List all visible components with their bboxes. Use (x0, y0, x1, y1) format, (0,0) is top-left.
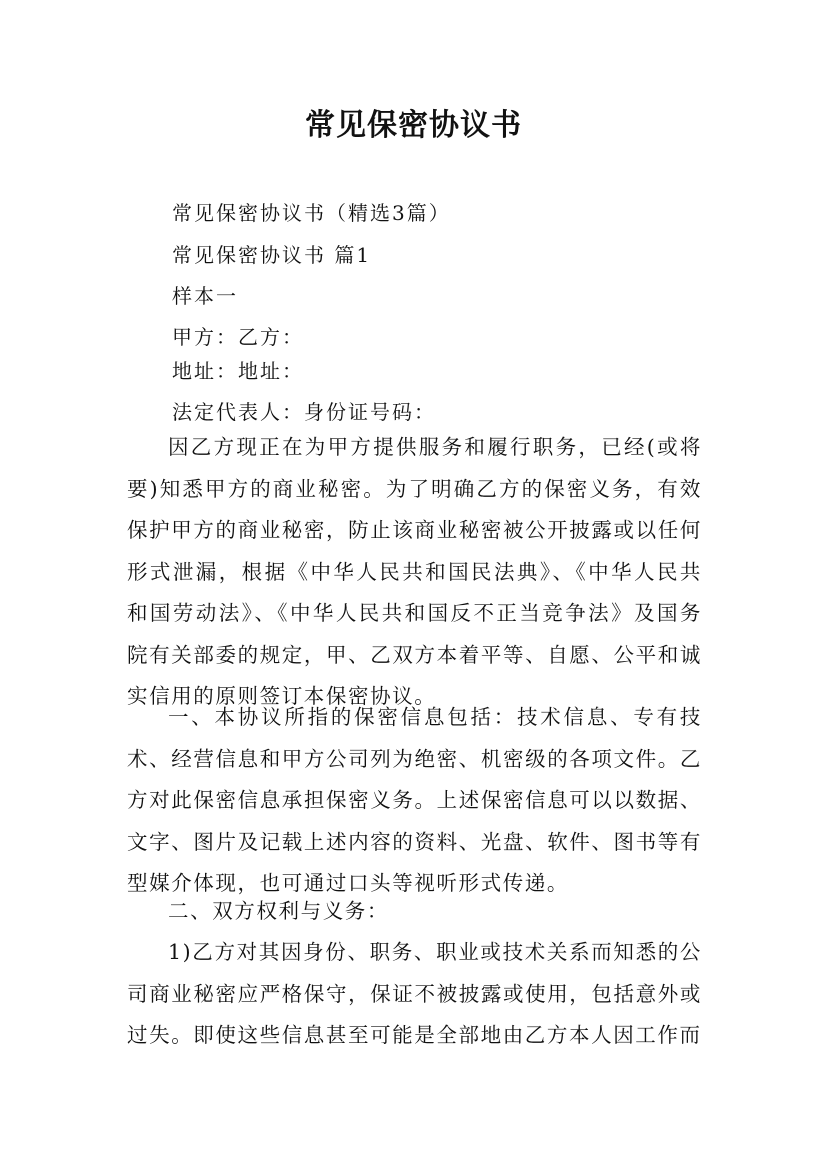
party-line: 甲方：乙方： (172, 325, 304, 349)
sample-label: 样本一 (172, 284, 238, 308)
paragraph-clause-2-heading: 二、双方权利与义务： (168, 899, 389, 923)
subtitle-line: 常见保密协议书（精选3篇） (172, 201, 451, 225)
section-heading: 常见保密协议书 篇1 (172, 243, 372, 267)
paragraph-preamble: 因乙方现正在为甲方提供服务和履行职务，已经(或将要)知悉甲方的商业秘密。为了明确乙方的保密义务，有效保护甲方的商业秘密，防止该商业秘密被公开披露或以任何形式泄漏，根据《中华人民共和国民法典》、《中华人民共和国劳动法》、《中华人民共和国反不正当竞争法》及国务院有关部委的规定，甲、乙双方本着平等、自愿、公平和诚实信用的原则签订本保密协议。 (127, 435, 702, 708)
paragraph-clause-2-item-1: 1)乙方对其因身份、职务、职业或技术关系而知悉的公司商业秘密应严格保守，保证不被披露或使用，包括意外或过失。即使这些信息甚至可能是全部地由乙方本人因工作而 (127, 940, 702, 1047)
document-title: 常见保密协议书 (305, 108, 522, 143)
paragraph-clause-1: 一、本协议所指的保密信息包括：技术信息、专有技术、经营信息和甲方公司列为绝密、机密级的各项文件。乙方对此保密信息承担保密义务。上述保密信息可以以数据、文字、图片及记载上述内容的资料、光盘、软件、图书等有型媒介体现，也可通过口头等视听形式传递。 (127, 705, 702, 895)
address-line: 地址：地址： (172, 359, 304, 383)
representative-line: 法定代表人：身份证号码： (172, 400, 436, 424)
